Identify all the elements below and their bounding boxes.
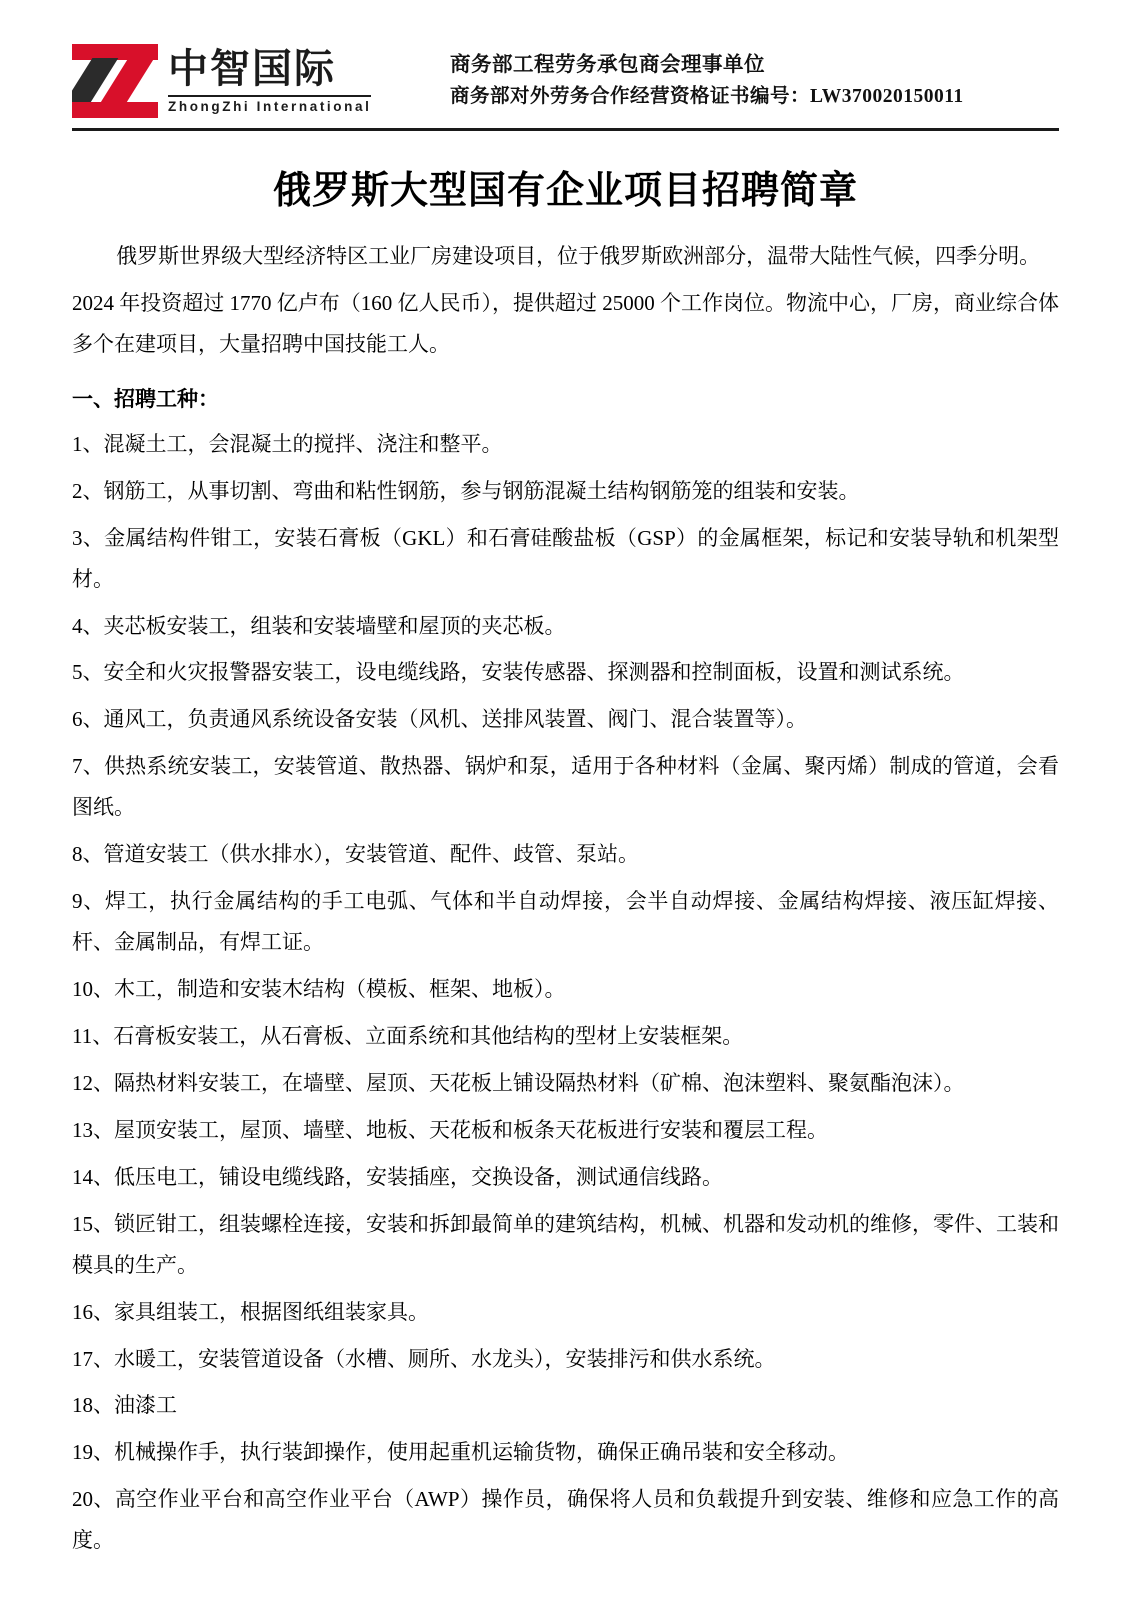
job-item: 10、木工，制造和安装木结构（模板、框架、地板）。 bbox=[72, 977, 566, 1001]
letterhead-line-2: 商务部对外劳务合作经营资格证书编号：LW370020150011 bbox=[450, 85, 964, 107]
job-item: 7、供热系统安装工，安装管道、散热器、锅炉和泵，适用于各种材料（金属、聚丙烯）制成的管道，会看图纸。 bbox=[72, 754, 1059, 820]
logo-chinese-name: 中智国际 bbox=[168, 46, 336, 91]
job-item: 17、水暖工，安装管道设备（水槽、厕所、水龙头），安装排污和供水系统。 bbox=[72, 1346, 776, 1371]
letterhead-line-1: 商务部工程劳务承包商会理事单位 bbox=[450, 54, 765, 76]
job-item: 12、隔热材料安装工，在墙壁、屋顶、天花板上铺设隔热材料（矿棉、泡沫塑料、聚氨酯泡沫）。 bbox=[72, 1070, 965, 1095]
job-item: 8、管道安装工（供水排水），安装管道、配件、歧管、泵站。 bbox=[72, 842, 639, 867]
zhongzhi-logo-icon bbox=[72, 44, 158, 118]
job-item: 2、钢筋工，从事切割、弯曲和粘性钢筋，参与钢筋混凝土结构钢筋笼的组装和安装。 bbox=[72, 478, 860, 503]
company-logo bbox=[72, 44, 432, 118]
job-item: 3、金属结构件钳工，安装石膏板（GKL）和石膏硅酸盐板（GSP）的金属框架，标记和安装导轨和机架型材。 bbox=[72, 525, 1059, 591]
job-item: 18、油漆工 bbox=[72, 1393, 177, 1418]
job-item: 6、通风工，负责通风系统设备安装（风机、送排风装置、阀门、混合装置等）。 bbox=[72, 707, 807, 732]
job-item: 4、夹芯板安装工，组装和安装墙壁和屋顶的夹芯板。 bbox=[72, 613, 566, 638]
job-item: 1、混凝土工，会混凝土的搅拌、浇注和整平。 bbox=[72, 431, 503, 456]
job-item: 5、安全和火灾报警器安装工，设电缆线路，安装传感器、探测器和控制面板，设置和测试系统。 bbox=[72, 660, 965, 685]
logo-bottom-bar bbox=[72, 102, 158, 118]
job-item: 14、低压电工，铺设电缆线路，安装插座，交换设备，测试通信线路。 bbox=[72, 1164, 723, 1189]
job-item: 9、焊工，执行金属结构的手工电弧、气体和半自动焊接，会半自动焊接、金属结构焊接、液压缸焊接、杆、金属制品，有焊工证。 bbox=[72, 889, 1059, 955]
section-heading-jobs: 一、招聘工种： bbox=[72, 386, 219, 411]
job-item: 13、屋顶安装工，屋顶、墙壁、地板、天花板和板条天花板进行安装和覆层工程。 bbox=[72, 1117, 828, 1142]
job-item: 15、锁匠钳工，组装螺栓连接，安装和拆卸最简单的建筑结构，机械、机器和发动机的维修，零件、工装和模具的生产。 bbox=[72, 1211, 1059, 1277]
intro-paragraph-1: 俄罗斯世界级大型经济特区工业厂房建设项目，位于俄罗斯欧洲部分，温带大陆性气候，四季分明。 bbox=[116, 244, 1041, 268]
letterhead-text bbox=[432, 50, 1059, 112]
job-item: 20、高空作业平台和高空作业平台（AWP）操作员，确保将人员和负载提升到安装、维修和应急工作的高度。 bbox=[72, 1487, 1059, 1553]
job-item: 16、家具组装工，根据图纸组装家具。 bbox=[72, 1299, 429, 1324]
job-item: 11、石膏板安装工，从石膏板、立面系统和其他结构的型材上安装框架。 bbox=[72, 1023, 744, 1048]
page-title: 俄罗斯大型国有企业项目招聘简章 bbox=[272, 170, 858, 212]
logo-text-block bbox=[168, 46, 372, 114]
logo-english-name: ZhongZhi International bbox=[168, 95, 371, 114]
job-item: 19、机械操作手，执行装卸操作，使用起重机运输货物，确保正确吊装和安全移动。 bbox=[72, 1440, 849, 1465]
logo-glyph bbox=[72, 58, 158, 104]
letterhead bbox=[72, 44, 1059, 131]
intro-paragraph-2: 2024 年投资超过 1770 亿卢布（160 亿人民币），提供超过 25000 个工作岗位。物流中心，厂房，商业综合体多个在建项目，大量招聘中国技能工人。 bbox=[72, 290, 1059, 356]
